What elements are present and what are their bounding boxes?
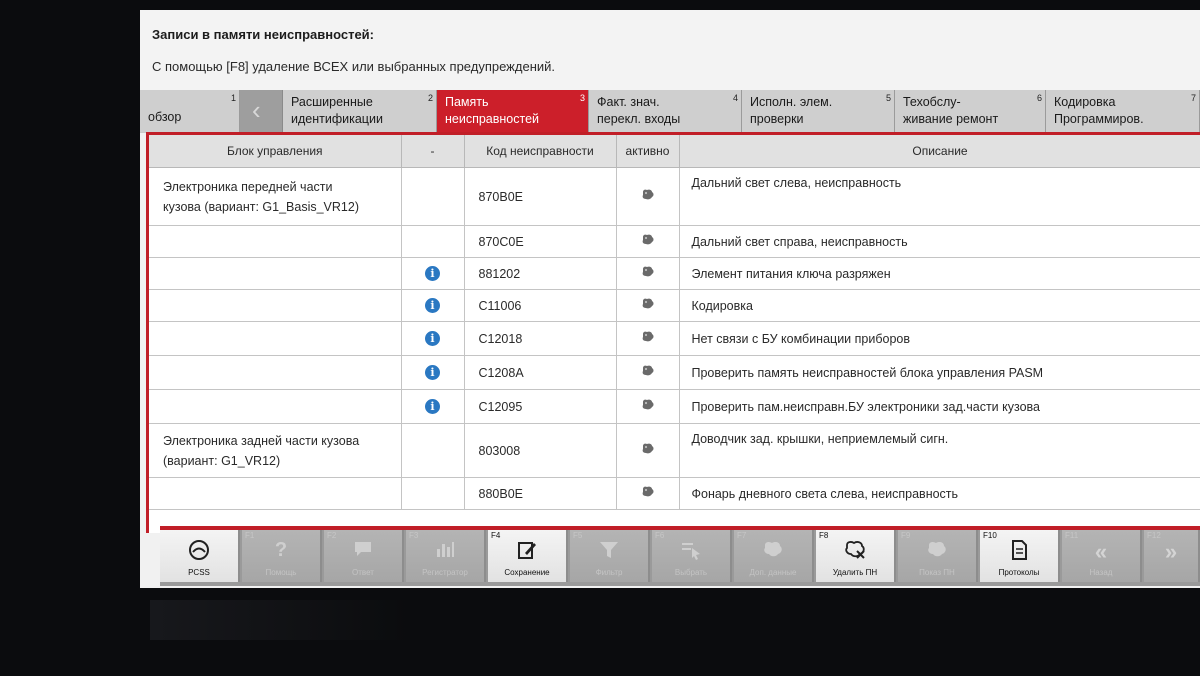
function-key-label: F3	[409, 531, 419, 540]
tab-extended-identification[interactable]	[283, 90, 437, 132]
fault-code: 881202	[464, 258, 616, 290]
active-cell	[616, 168, 679, 226]
bezel-reflection	[150, 600, 410, 640]
info-icon[interactable]: i	[425, 331, 440, 346]
chevron-left-icon: ‹	[252, 95, 261, 125]
fault-description: Проверить память неисправностей блока управления PASM	[679, 356, 1200, 390]
info-cell	[401, 168, 464, 226]
toolbar-button-label: Сохранение	[504, 568, 550, 577]
fault-active-icon	[641, 266, 655, 281]
fault-description: Нет связи с БУ комбинации приборов	[679, 322, 1200, 356]
info-icon[interactable]: i	[425, 298, 440, 313]
active-cell	[616, 478, 679, 510]
toolbar-button-label: Протоколы	[998, 568, 1040, 577]
fault-table-container	[146, 132, 1200, 533]
tab-actuator-tests[interactable]	[742, 90, 895, 132]
fault-description: Фонарь дневного света слева, неисправность	[679, 478, 1200, 510]
tab-label-line2: идентификации	[291, 112, 383, 126]
toolbar-button-f4[interactable]	[488, 530, 568, 582]
tab-label-line1: Расширенные	[291, 95, 373, 109]
double-chevron-left-icon: «	[1094, 539, 1108, 564]
fault-code: 880B0E	[464, 478, 616, 510]
table-row[interactable]	[149, 478, 1200, 510]
tab-label-line2: Программиров.	[1054, 112, 1144, 126]
tab-label-line2: живание ремонт	[903, 112, 999, 126]
fault-description: Проверить пам.неисправн.БУ электроники зад.части кузова	[679, 390, 1200, 424]
control-unit-cell	[149, 322, 401, 356]
page-subtitle: С помощью [F8] удаление ВСЕХ или выбранных предупреждений.	[152, 59, 556, 74]
toolbar-button-f12[interactable]	[1144, 530, 1200, 582]
fault-code: 870C0E	[464, 226, 616, 258]
fault-code: 803008	[464, 424, 616, 478]
table-row[interactable]	[149, 356, 1200, 390]
save-pen-icon	[488, 539, 566, 563]
fault-description: Дальний свет справа, неисправность	[679, 226, 1200, 258]
question-icon: ?	[274, 539, 288, 561]
active-cell	[616, 390, 679, 424]
toolbar-button-label: Фильтр	[595, 568, 623, 577]
speech-bubble-icon	[324, 539, 402, 563]
column-header-active[interactable]: активно	[616, 135, 679, 168]
toolbar-button-f8[interactable]	[816, 530, 896, 582]
toolbar-button-f9[interactable]	[898, 530, 978, 582]
active-cell	[616, 322, 679, 356]
toolbar-button-f10[interactable]	[980, 530, 1060, 582]
info-icon[interactable]: i	[425, 365, 440, 380]
toolbar-button-label: Показ ПН	[919, 568, 955, 577]
tab-scroll-back-button[interactable]	[240, 90, 283, 132]
fault-active-icon	[641, 298, 655, 313]
double-chevron-right-icon: »	[1164, 539, 1178, 564]
tab-label-line1: Техобслу-	[903, 95, 961, 109]
table-row[interactable]	[149, 322, 1200, 356]
tab-coding[interactable]	[1046, 90, 1200, 132]
fault-description: Кодировка	[679, 290, 1200, 322]
table-header-row	[149, 135, 1200, 168]
toolbar-button-label: Назад	[1089, 568, 1113, 577]
table-row[interactable]	[149, 290, 1200, 322]
fault-active-icon	[641, 486, 655, 501]
toolbar-button-pcss[interactable]	[160, 530, 240, 582]
fault-code: C12095	[464, 390, 616, 424]
info-cell	[401, 390, 464, 424]
function-key-label: F5	[573, 531, 583, 540]
function-key-label: F11	[1065, 531, 1079, 540]
table-row[interactable]	[149, 424, 1200, 478]
select-cursor-icon	[652, 539, 730, 563]
column-header-fault-code[interactable]: Код неисправности	[464, 135, 616, 168]
tab-number: 2	[427, 93, 433, 103]
active-cell	[616, 258, 679, 290]
fault-code: C12018	[464, 322, 616, 356]
info-cell	[401, 290, 464, 322]
delete-fault-icon	[816, 539, 894, 563]
control-unit-cell	[149, 258, 401, 290]
control-unit-cell	[149, 226, 401, 258]
column-header-control-unit[interactable]: Блок управления	[149, 135, 401, 168]
active-cell	[616, 226, 679, 258]
tab-label-line1: Память	[445, 95, 489, 109]
tab-bar	[140, 90, 1200, 133]
tab-label-line2: проверки	[750, 112, 804, 126]
toolbar-button-f1[interactable]	[242, 530, 322, 582]
info-icon[interactable]: i	[425, 266, 440, 281]
fault-active-icon	[641, 399, 655, 414]
toolbar-button-label: Удалить ПН	[832, 568, 878, 577]
table-row[interactable]	[149, 168, 1200, 226]
car-icon	[160, 539, 238, 563]
toolbar-button-label: PCSS	[188, 568, 210, 577]
toolbar-button-f7[interactable]	[734, 530, 814, 582]
control-unit-cell	[149, 290, 401, 322]
info-cell	[401, 478, 464, 510]
fault-description: Доводчик зад. крышки, неприемлемый сигн.	[679, 424, 1200, 478]
tab-number: 1	[230, 93, 236, 103]
tab-label-line2: неисправностей	[445, 112, 540, 126]
tab-actual-values[interactable]	[589, 90, 742, 132]
fault-code: C11006	[464, 290, 616, 322]
tab-overview[interactable]	[140, 90, 240, 132]
toolbar-button-f3[interactable]	[406, 530, 486, 582]
fault-description: Элемент питания ключа разряжен	[679, 258, 1200, 290]
control-unit-name: Электроника передней части	[163, 179, 333, 194]
toolbar-button-f11[interactable]	[1062, 530, 1142, 582]
function-key-label: F2	[327, 531, 337, 540]
info-icon[interactable]: i	[425, 399, 440, 414]
function-key-label: F8	[819, 531, 829, 540]
function-key-toolbar	[160, 526, 1200, 586]
toolbar-button-label: Помощь	[265, 568, 297, 577]
tab-number: 4	[732, 93, 738, 103]
info-cell	[401, 424, 464, 478]
column-header-description[interactable]: Описание	[679, 135, 1200, 168]
control-unit-cell	[149, 356, 401, 390]
active-cell	[616, 424, 679, 478]
control-unit-variant: (вариант: G1_VR12)	[163, 453, 281, 468]
column-header-info[interactable]: -	[401, 135, 464, 168]
control-unit-name: Электроника задней части кузова	[163, 433, 360, 448]
active-cell	[616, 356, 679, 390]
control-unit-cell	[149, 478, 401, 510]
fault-code: 870B0E	[464, 168, 616, 226]
function-key-label: F4	[491, 531, 501, 540]
chart-icon	[406, 539, 484, 563]
toolbar-button-label: Доп. данные	[749, 568, 797, 577]
toolbar-button-f5[interactable]	[570, 530, 650, 582]
toolbar-button-label: Ответ	[352, 568, 374, 577]
header	[140, 10, 1200, 90]
function-key-label: F7	[737, 531, 747, 540]
table-row[interactable]	[149, 390, 1200, 424]
extra-data-icon	[734, 539, 812, 563]
tab-number: 6	[1036, 93, 1042, 103]
info-cell	[401, 322, 464, 356]
tab-maintenance[interactable]	[895, 90, 1046, 132]
function-key-label: F1	[245, 531, 255, 540]
fault-active-icon	[641, 331, 655, 346]
info-cell	[401, 226, 464, 258]
info-cell	[401, 258, 464, 290]
tab-number: 3	[579, 93, 585, 103]
fault-active-icon	[641, 443, 655, 458]
fault-description: Дальний свет слева, неисправность	[679, 168, 1200, 226]
control-unit-cell	[149, 168, 401, 226]
function-key-label: F9	[901, 531, 911, 540]
toolbar-button-f2[interactable]	[324, 530, 404, 582]
info-cell	[401, 356, 464, 390]
function-key-label: F6	[655, 531, 665, 540]
control-unit-cell	[149, 390, 401, 424]
toolbar-button-label: Выбрать	[674, 568, 708, 577]
tab-fault-memory[interactable]	[437, 90, 589, 132]
tab-label: обзор	[148, 110, 182, 124]
toolbar-button-f6[interactable]	[652, 530, 732, 582]
document-icon	[980, 539, 1058, 563]
table-row[interactable]	[149, 226, 1200, 258]
tab-label-line1: Факт. знач.	[597, 95, 660, 109]
toolbar-button-label: Регистратор	[422, 568, 468, 577]
tab-label-line1: Исполн. элем.	[750, 95, 833, 109]
active-cell	[616, 290, 679, 322]
tab-number: 7	[1190, 93, 1196, 103]
fault-table	[149, 135, 1200, 510]
control-unit-cell	[149, 424, 401, 478]
fault-active-icon	[641, 189, 655, 204]
fault-active-icon	[641, 234, 655, 249]
filter-icon	[570, 539, 648, 563]
page-title: Записи в памяти неисправностей:	[152, 27, 374, 42]
tab-number: 5	[885, 93, 891, 103]
function-key-label: F10	[983, 531, 997, 540]
function-key-label: F12	[1147, 531, 1161, 540]
tab-label-line2: перекл. входы	[597, 112, 681, 126]
show-fault-icon	[898, 539, 976, 563]
tab-label-line1: Кодировка	[1054, 95, 1116, 109]
table-row[interactable]	[149, 258, 1200, 290]
control-unit-variant: кузова (вариант: G1_Basis_VR12)	[163, 199, 359, 214]
fault-active-icon	[641, 365, 655, 380]
diagnostic-screen	[140, 10, 1200, 588]
fault-code: C1208A	[464, 356, 616, 390]
